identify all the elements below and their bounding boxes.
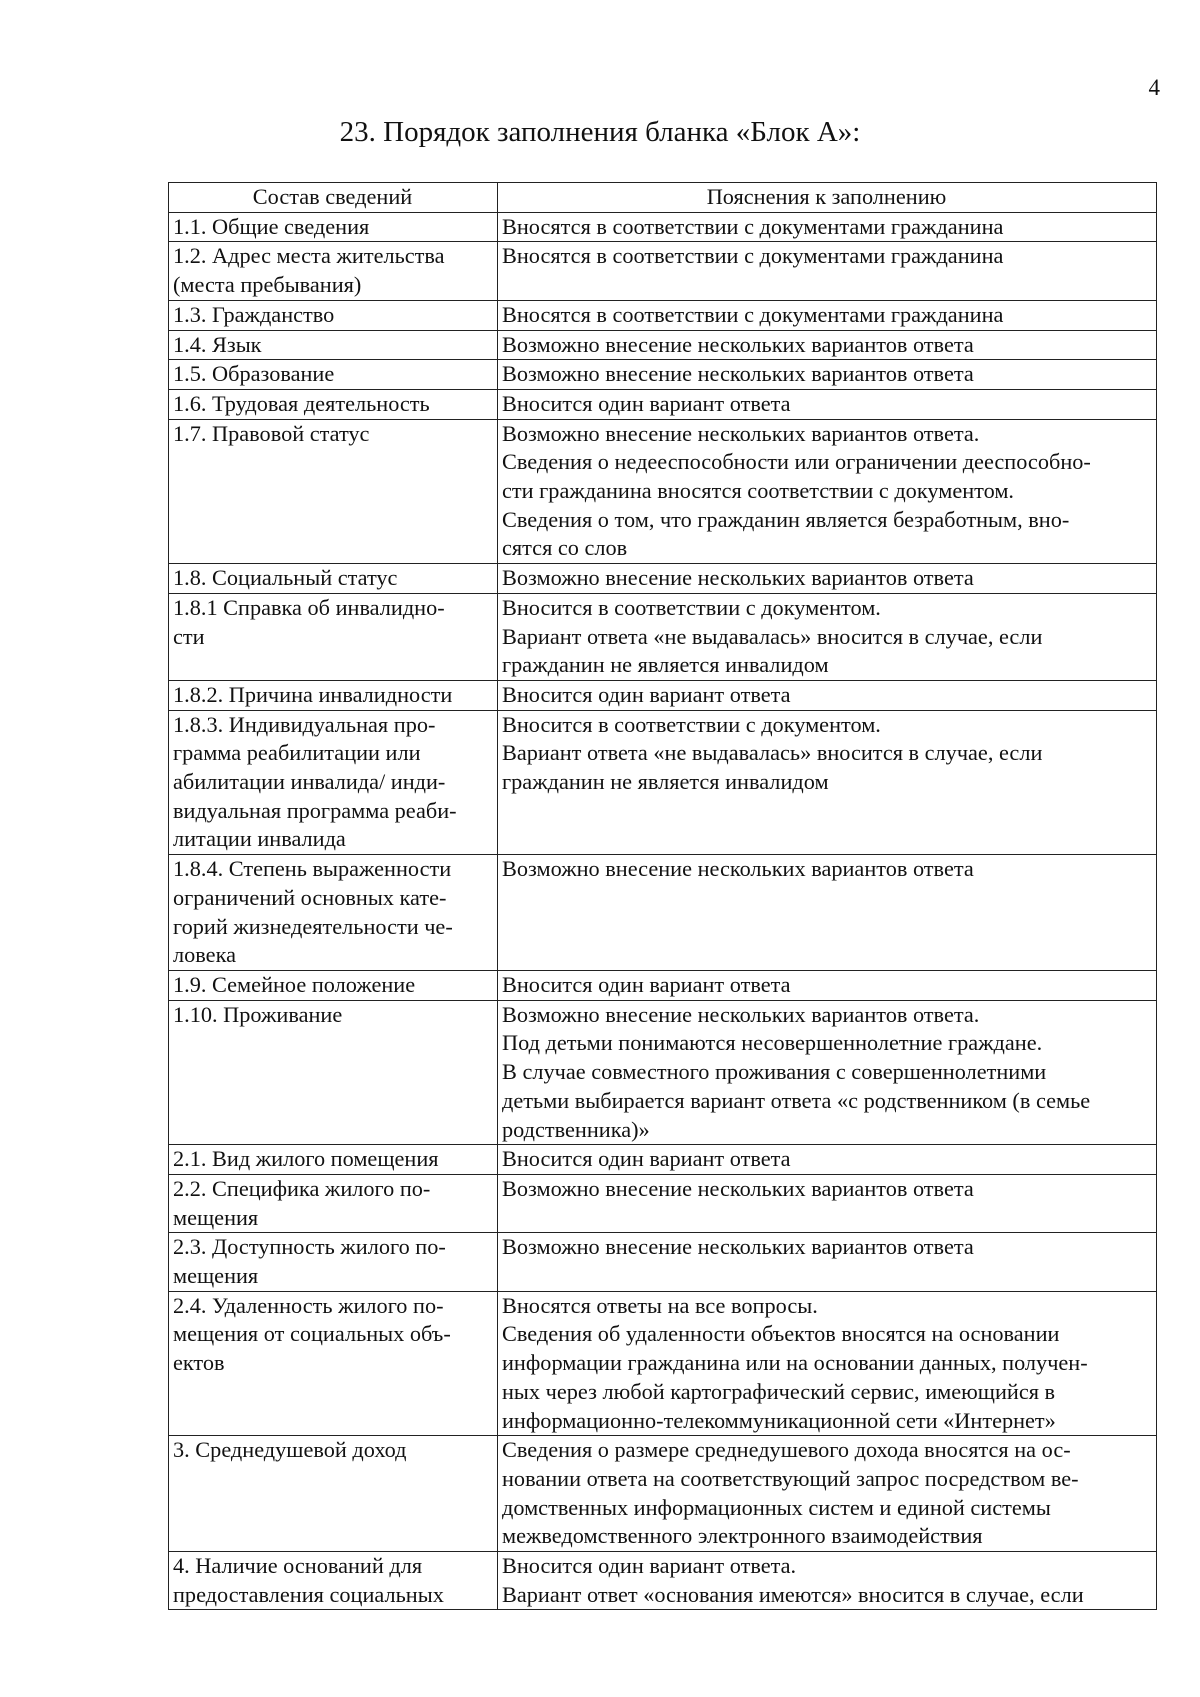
cell-text-line: Возможно внесение нескольких вариантов ответа. xyxy=(502,420,980,446)
table-row xyxy=(169,212,1157,242)
note-cell xyxy=(498,360,1157,390)
field-cell xyxy=(169,1145,498,1175)
cell-text-line: Вносятся в соответствии с документами гражданина xyxy=(502,243,1004,269)
cell-text-line: Возможно внесение нескольких вариантов ответа xyxy=(502,1175,974,1201)
note-cell xyxy=(498,1552,1157,1610)
cell-text-line: домственных информационных систем и единой системы xyxy=(502,1494,1051,1520)
cell-text-line: гражданин не является инвалидом xyxy=(502,769,829,795)
cell-text-line: Возможно внесение нескольких вариантов ответа. xyxy=(502,1001,980,1027)
field-cell xyxy=(169,1233,498,1291)
cell-text-line: межведомственного электронного взаимодействия xyxy=(502,1523,983,1549)
note-cell xyxy=(498,212,1157,242)
field-cell xyxy=(169,1436,498,1552)
field-cell xyxy=(169,330,498,360)
cell-text-line: 1.3. Гражданство xyxy=(173,301,335,327)
note-cell xyxy=(498,564,1157,594)
cell-text-line: (места пребывания) xyxy=(173,272,362,298)
table-header-row xyxy=(169,183,1157,213)
table-row xyxy=(169,330,1157,360)
cell-text-line: 1.8.1 Справка об инвалидно- xyxy=(173,594,445,620)
table-row xyxy=(169,389,1157,419)
field-cell xyxy=(169,970,498,1000)
cell-text-line: ектов xyxy=(173,1350,225,1376)
column-header-notes: Пояснения к заполнению xyxy=(498,183,1157,213)
cell-text-line: Вариант ответ «основания имеются» вносится в случае, если xyxy=(502,1581,1084,1607)
table-row xyxy=(169,1000,1157,1145)
table-row xyxy=(169,1291,1157,1436)
table-row xyxy=(169,1233,1157,1291)
cell-text-line: Вносится один вариант ответа xyxy=(502,971,791,997)
cell-text-line: грамма реабилитации или xyxy=(173,740,421,766)
instructions-table xyxy=(168,182,1157,1610)
cell-text-line: информационно-телекоммуникационной сети «Интернет» xyxy=(502,1407,1056,1433)
cell-text-line: ловека xyxy=(173,942,236,968)
table-row xyxy=(169,300,1157,330)
cell-text-line: Под детьми понимаются несовершеннолетние граждане. xyxy=(502,1030,1043,1056)
table-row xyxy=(169,855,1157,971)
table-row xyxy=(169,710,1157,855)
field-cell xyxy=(169,855,498,971)
table-row xyxy=(169,419,1157,564)
field-cell xyxy=(169,710,498,855)
cell-text-line: сти гражданина вносятся соответствии с документом. xyxy=(502,478,1015,504)
cell-text-line: 1.5. Образование xyxy=(173,361,335,387)
cell-text-line: сти xyxy=(173,623,205,649)
note-cell xyxy=(498,300,1157,330)
cell-text-line: Вариант ответа «не выдавалась» вносится в случае, если xyxy=(502,740,1043,766)
table-row xyxy=(169,970,1157,1000)
note-cell xyxy=(498,710,1157,855)
field-cell xyxy=(169,1000,498,1145)
cell-text-line: Вносится один вариант ответа. xyxy=(502,1553,797,1579)
cell-text-line: Вносится один вариант ответа xyxy=(502,390,791,416)
cell-text-line: Сведения об удаленности объектов вносятся на основании xyxy=(502,1321,1060,1347)
cell-text-line: гражданин не является инвалидом xyxy=(502,652,829,678)
cell-text-line: 1.6. Трудовая деятельность xyxy=(173,390,430,416)
cell-text-line: 1.8.4. Степень выраженности xyxy=(173,856,452,882)
cell-text-line: Возможно внесение нескольких вариантов ответа xyxy=(502,361,974,387)
note-cell xyxy=(498,855,1157,971)
cell-text-line: В случае совместного проживания с совершеннолетними xyxy=(502,1059,1047,1085)
cell-text-line: 1.4. Язык xyxy=(173,331,262,357)
cell-text-line: Вариант ответа «не выдавалась» вносится в случае, если xyxy=(502,623,1043,649)
field-cell xyxy=(169,1552,498,1610)
cell-text-line: мещения xyxy=(173,1204,259,1230)
table-row xyxy=(169,1552,1157,1610)
cell-text-line: 2.3. Доступность жилого по- xyxy=(173,1234,446,1260)
cell-text-line: горий жизнедеятельности че- xyxy=(173,913,453,939)
cell-text-line: Сведения о том, что гражданин является безработным, вно- xyxy=(502,506,1070,532)
cell-text-line: ограничений основных кате- xyxy=(173,884,447,910)
cell-text-line: сятся со слов xyxy=(502,535,628,561)
field-cell xyxy=(169,680,498,710)
table-row xyxy=(169,360,1157,390)
cell-text-line: 2.1. Вид жилого помещения xyxy=(173,1146,439,1172)
table-row xyxy=(169,1436,1157,1552)
table-row xyxy=(169,564,1157,594)
cell-text-line: абилитации инвалида/ инди- xyxy=(173,769,446,795)
field-cell xyxy=(169,212,498,242)
cell-text-line: Возможно внесение нескольких вариантов ответа xyxy=(502,331,974,357)
table-row xyxy=(169,1145,1157,1175)
table-row xyxy=(169,593,1157,680)
cell-text-line: 1.7. Правовой статус xyxy=(173,420,370,446)
cell-text-line: 3. Среднедушевой доход xyxy=(173,1437,407,1463)
cell-text-line: 2.4. Удаленность жилого по- xyxy=(173,1292,444,1318)
field-cell xyxy=(169,593,498,680)
cell-text-line: Возможно внесение нескольких вариантов ответа xyxy=(502,1234,974,1260)
cell-text-line: видуальная программа реаби- xyxy=(173,797,457,823)
cell-text-line: 1.8.3. Индивидуальная про- xyxy=(173,711,436,737)
cell-text-line: Вносится в соответствии с документом. xyxy=(502,594,881,620)
field-cell xyxy=(169,419,498,564)
note-cell xyxy=(498,242,1157,300)
cell-text-line: детьми выбирается вариант ответа «с родственником (в семье xyxy=(502,1087,1091,1113)
note-cell xyxy=(498,593,1157,680)
cell-text-line: Вносятся в соответствии с документами гражданина xyxy=(502,213,1004,239)
cell-text-line: 1.8.2. Причина инвалидности xyxy=(173,681,453,707)
table-row xyxy=(169,680,1157,710)
note-cell xyxy=(498,1233,1157,1291)
table-row xyxy=(169,242,1157,300)
field-cell xyxy=(169,389,498,419)
field-cell xyxy=(169,242,498,300)
cell-text-line: Сведения о недееспособности или ограничении дееспособно- xyxy=(502,449,1091,475)
cell-text-line: 1.8. Социальный статус xyxy=(173,565,398,591)
cell-text-line: 4. Наличие оснований для xyxy=(173,1553,423,1579)
cell-text-line: мещения от социальных объ- xyxy=(173,1321,451,1347)
cell-text-line: мещения xyxy=(173,1263,259,1289)
cell-text-line: Возможно внесение нескольких вариантов ответа xyxy=(502,565,974,591)
cell-text-line: Возможно внесение нескольких вариантов ответа xyxy=(502,856,974,882)
note-cell xyxy=(498,389,1157,419)
note-cell xyxy=(498,680,1157,710)
field-cell xyxy=(169,564,498,594)
field-cell xyxy=(169,1291,498,1436)
table-row xyxy=(169,1174,1157,1232)
field-cell xyxy=(169,1174,498,1232)
cell-text-line: 1.2. Адрес места жительства xyxy=(173,243,445,269)
cell-text-line: Вносится в соответствии с документом. xyxy=(502,711,881,737)
cell-text-line: ных через любой картографический сервис, имеющийся в xyxy=(502,1378,1056,1404)
column-header-fields: Состав сведений xyxy=(169,183,498,213)
cell-text-line: Вносится один вариант ответа xyxy=(502,1146,791,1172)
cell-text-line: новании ответа на соответствующий запрос посредством ве- xyxy=(502,1465,1079,1491)
note-cell xyxy=(498,330,1157,360)
note-cell xyxy=(498,1145,1157,1175)
note-cell xyxy=(498,970,1157,1000)
document-title: 23. Порядок заполнения бланка «Блок А»: xyxy=(339,116,861,148)
note-cell xyxy=(498,1000,1157,1145)
cell-text-line: родственника)» xyxy=(502,1116,650,1142)
field-cell xyxy=(169,360,498,390)
cell-text-line: Вносится один вариант ответа xyxy=(502,681,791,707)
note-cell xyxy=(498,1174,1157,1232)
note-cell xyxy=(498,1436,1157,1552)
cell-text-line: информации гражданина или на основании данных, получен- xyxy=(502,1350,1088,1376)
table-body xyxy=(169,212,1157,1610)
cell-text-line: 1.10. Проживание xyxy=(173,1001,343,1027)
cell-text-line: литации инвалида xyxy=(173,826,346,852)
cell-text-line: 1.1. Общие сведения xyxy=(173,213,370,239)
cell-text-line: 2.2. Специфика жилого по- xyxy=(173,1175,431,1201)
field-cell xyxy=(169,300,498,330)
note-cell xyxy=(498,419,1157,564)
cell-text-line: 1.9. Семейное положение xyxy=(173,971,416,997)
cell-text-line: Вносятся ответы на все вопросы. xyxy=(502,1292,818,1318)
cell-text-line: Сведения о размере среднедушевого дохода вносятся на ос- xyxy=(502,1437,1071,1463)
cell-text-line: предоставления социальных xyxy=(173,1581,444,1607)
cell-text-line: Вносятся в соответствии с документами гражданина xyxy=(502,301,1004,327)
note-cell xyxy=(498,1291,1157,1436)
page-number: 4 xyxy=(1148,75,1160,100)
